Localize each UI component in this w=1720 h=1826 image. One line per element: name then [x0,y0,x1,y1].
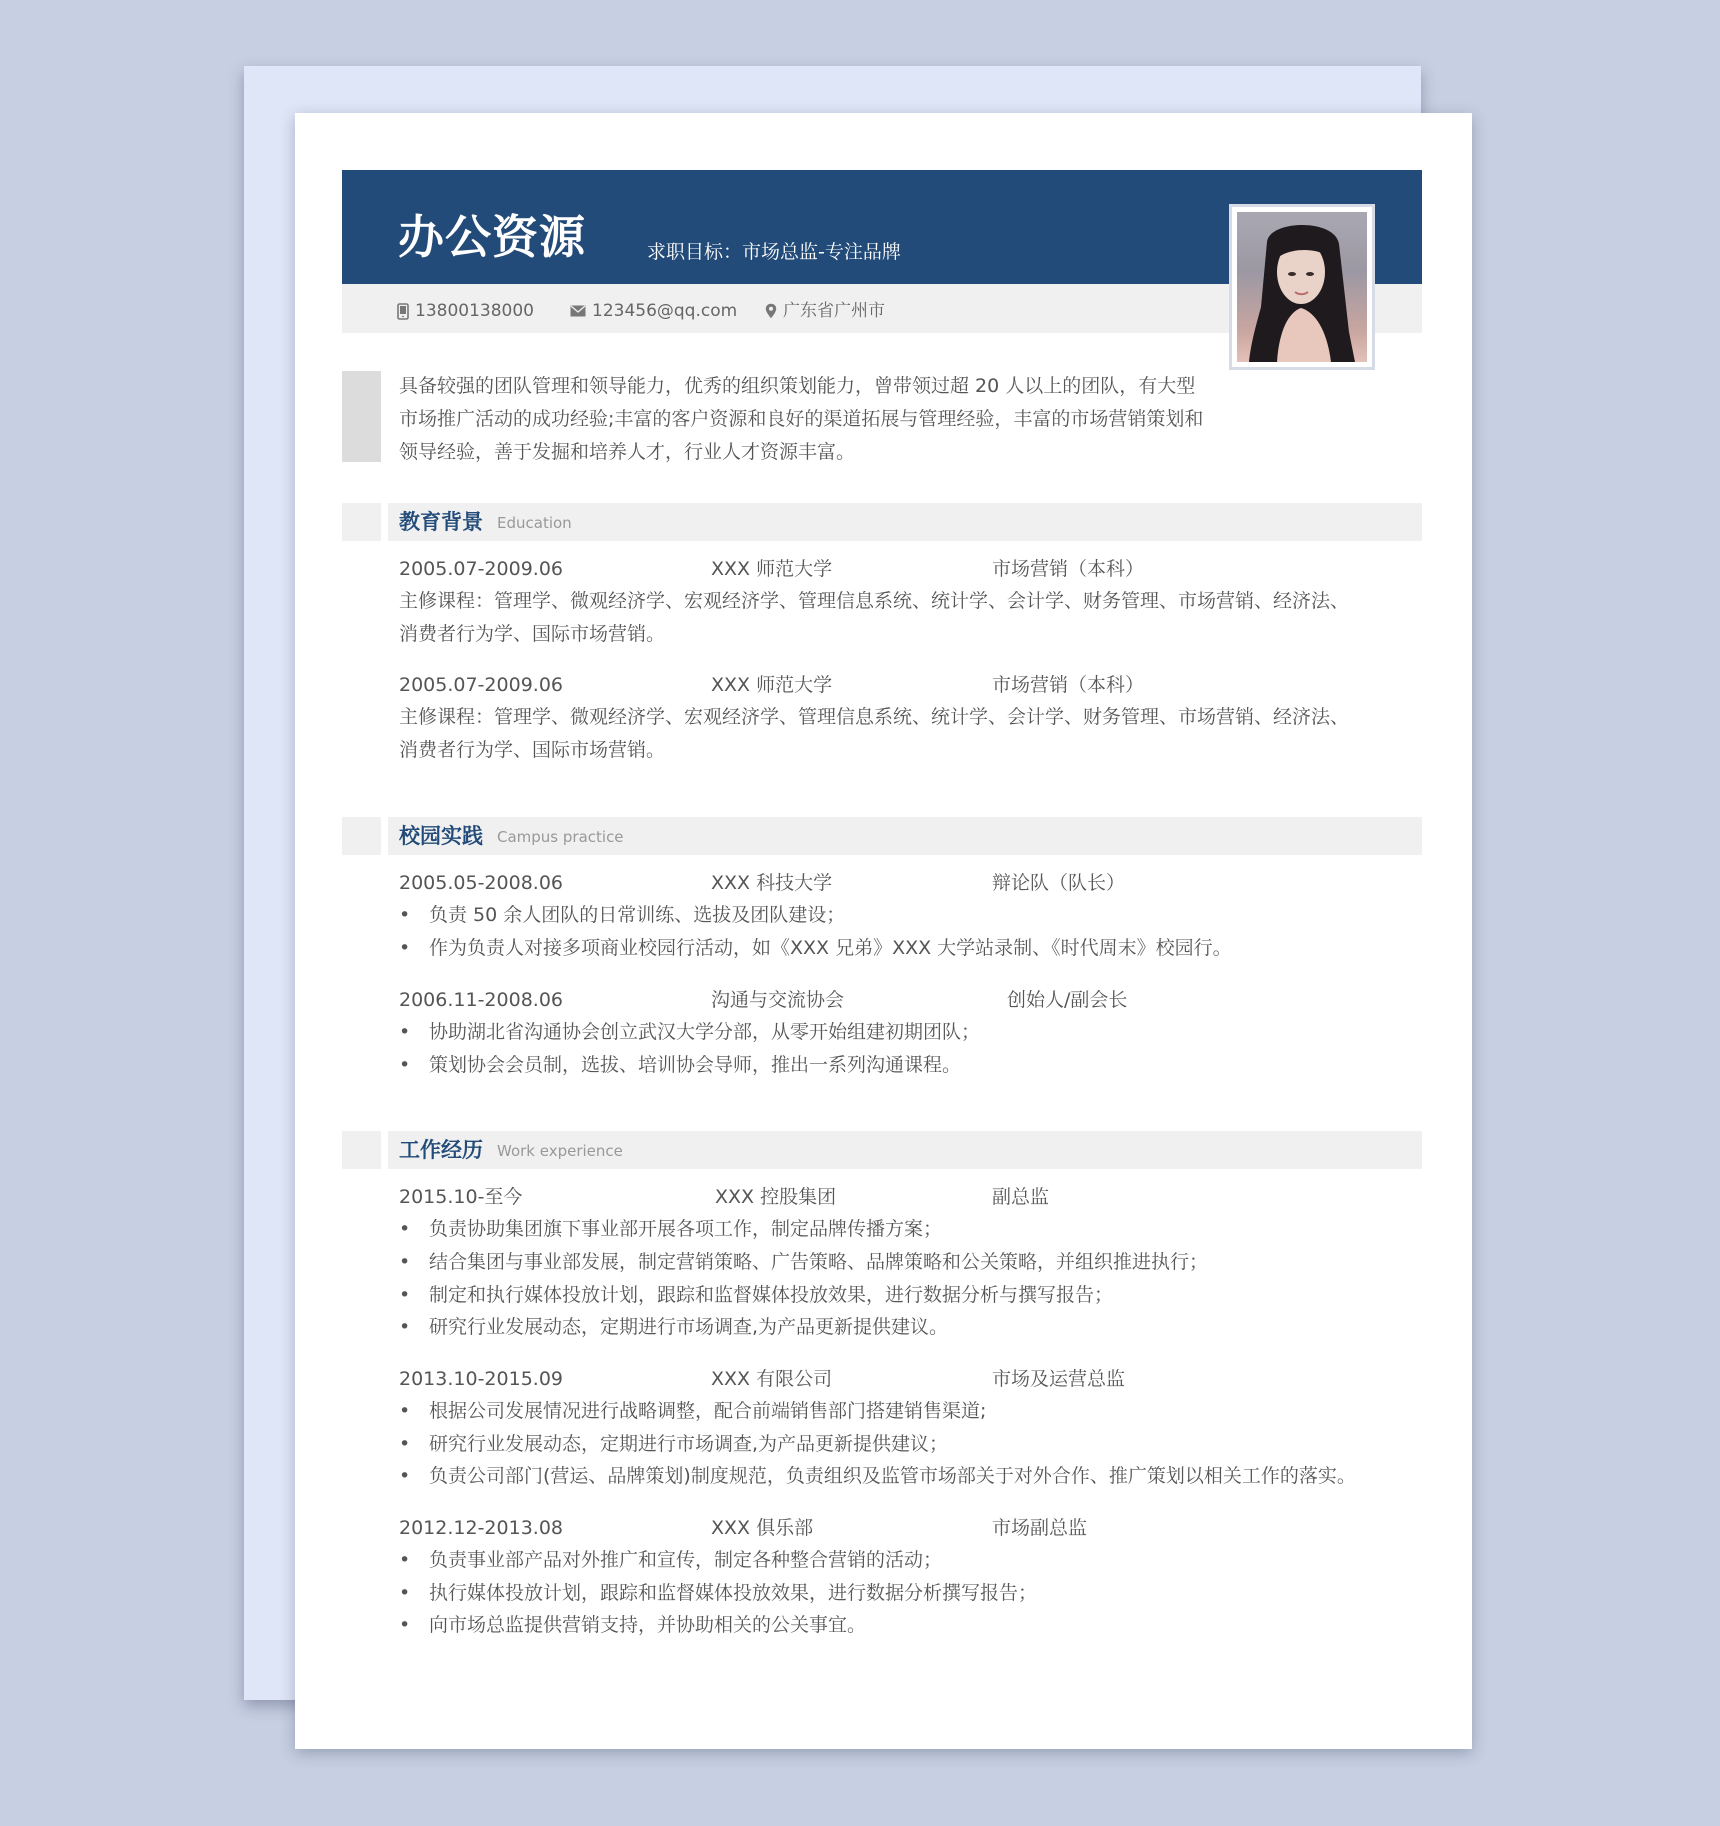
work-date: 2013.10-2015.09 [399,1368,563,1390]
resume-page [295,113,1472,1749]
bullet-text: 研究行业发展动态，定期进行市场调查,为产品更新提供建议。 [429,1316,949,1338]
section-divider [381,503,388,541]
bullet-text: 负责 50 余人团队的日常训练、选拔及团队建设； [429,904,846,926]
campus-org: 沟通与交流协会 [711,989,845,1011]
phone-icon [397,303,409,320]
list-item [399,1314,948,1340]
bullet-text: 协助湖北省沟通协会创立武汉大学分部，从零开始组建初期团队； [429,1021,981,1043]
list-item [399,1052,961,1078]
bullet-text: 向市场总监提供营销支持，并协助相关的公关事宜。 [429,1614,867,1636]
list-item [399,1612,866,1638]
campus-title: 校园实践 [399,824,483,848]
work-date: 2015.10-至今 [399,1186,523,1208]
bullet-text: 制定和执行媒体投放计划，跟踪和监督媒体投放效果，进行数据分析与撰写报告； [429,1284,1114,1306]
bullet-text: 作为负责人对接多项商业校园行活动，如《XXX 兄弟》XXX 大学站录制、《时代周末》校园行。 [429,937,1232,959]
campus-subtitle: Campus practice [497,828,624,846]
bullet-text: 负责协助集团旗下事业部开展各项工作，制定品牌传播方案； [429,1218,943,1240]
edu-courses [399,701,1359,767]
education-subtitle: Education [497,514,572,532]
edu-school: XXX 师范大学 [711,674,833,696]
contact-email [570,300,737,322]
list-item [399,1431,948,1457]
list-item [399,1282,1113,1308]
list-item [399,1398,986,1424]
profile-summary [399,370,1219,469]
section-divider [381,1131,388,1169]
list-item [399,1580,1037,1606]
edu-major: 市场营销（本科） [992,558,1145,580]
summary-line: 市场推广活动的成功经验;丰富的客户资源和良好的渠道拓展与管理经验，丰富的市场营销策划和 [399,408,1204,430]
bullet-text: 研究行业发展动态，定期进行市场调查,为产品更新提供建议； [429,1433,949,1455]
work-position: 市场副总监 [992,1517,1088,1539]
campus-role: 创始人/副会长 [1007,989,1128,1011]
summary-accent-bar [342,371,381,462]
phone-number: 13800138000 [415,301,534,321]
bullet-text: 负责事业部产品对外推广和宣传，制定各种整合营销的活动； [429,1549,943,1571]
campus-role: 辩论队（队长） [992,872,1126,894]
list-item [399,1019,980,1045]
course-line: 主修课程：管理学、微观经济学、宏观经济学、管理信息系统、统计学、会计学、财务管理、市场营销、经济法、 [399,590,1350,612]
edu-courses [399,585,1359,651]
edu-major: 市场营销（本科） [992,674,1145,696]
campus-date: 2006.11-2008.06 [399,989,563,1011]
edu-date: 2005.07-2009.06 [399,558,563,580]
location-text: 广东省广州市 [783,301,885,321]
bullet-text: 策划协会会员制，选拔、培训协会导师，推出一系列沟通课程。 [429,1054,962,1076]
section-divider [381,817,388,855]
work-company: XXX 控股集团 [715,1186,837,1208]
work-position: 市场及运营总监 [992,1368,1126,1390]
education-title: 教育背景 [399,510,483,534]
edu-school: XXX 师范大学 [711,558,833,580]
bullet-text: 根据公司发展情况进行战略调整，配合前端销售部门搭建销售渠道; [429,1400,987,1422]
work-company: XXX 有限公司 [711,1368,833,1390]
list-item [399,1249,1208,1275]
summary-line: 领导经验，善于发掘和培养人才，行业人才资源丰富。 [399,441,856,463]
campus-org: XXX 科技大学 [711,872,833,894]
work-subtitle: Work experience [497,1142,623,1160]
mail-icon [570,305,586,317]
contact-phone [397,300,534,322]
list-item [399,1216,942,1242]
edu-date: 2005.07-2009.06 [399,674,563,696]
summary-line: 具备较强的团队管理和领导能力，优秀的组织策划能力，曾带领过超 20 人以上的团队，有大型 [399,375,1196,397]
location-pin-icon [765,303,777,319]
list-item [399,902,845,928]
course-line: 主修课程：管理学、微观经济学、宏观经济学、管理信息系统、统计学、会计学、财务管理、市场营销、经济法、 [399,706,1350,728]
profile-photo [1237,212,1367,362]
profile-photo-frame [1229,204,1375,370]
campus-date: 2005.05-2008.06 [399,872,563,894]
list-item [399,1463,1356,1489]
contact-location [765,300,885,322]
bullet-text: 负责公司部门(营运、品牌策划)制度规范，负责组织及监管市场部关于对外合作、推广策划以相关工作的落实。 [429,1465,1356,1487]
course-line: 消费者行为学、国际市场营销。 [399,623,666,645]
work-position: 副总监 [992,1186,1050,1208]
bullet-text: 结合集团与事业部发展，制定营销策略、广告策略、品牌策略和公关策略，并组织推进执行； [429,1251,1209,1273]
work-title: 工作经历 [399,1138,483,1162]
email-address: 123456@qq.com [592,301,738,321]
list-item [399,1547,942,1573]
job-objective: 求职目标：市场总监-专注品牌 [647,241,901,263]
work-company: XXX 俱乐部 [711,1517,814,1539]
work-date: 2012.12-2013.08 [399,1517,563,1539]
candidate-name: 办公资源 [398,210,586,264]
bullet-text: 执行媒体投放计划，跟踪和监督媒体投放效果，进行数据分析撰写报告； [429,1582,1038,1604]
list-item [399,935,1232,961]
course-line: 消费者行为学、国际市场营销。 [399,739,666,761]
